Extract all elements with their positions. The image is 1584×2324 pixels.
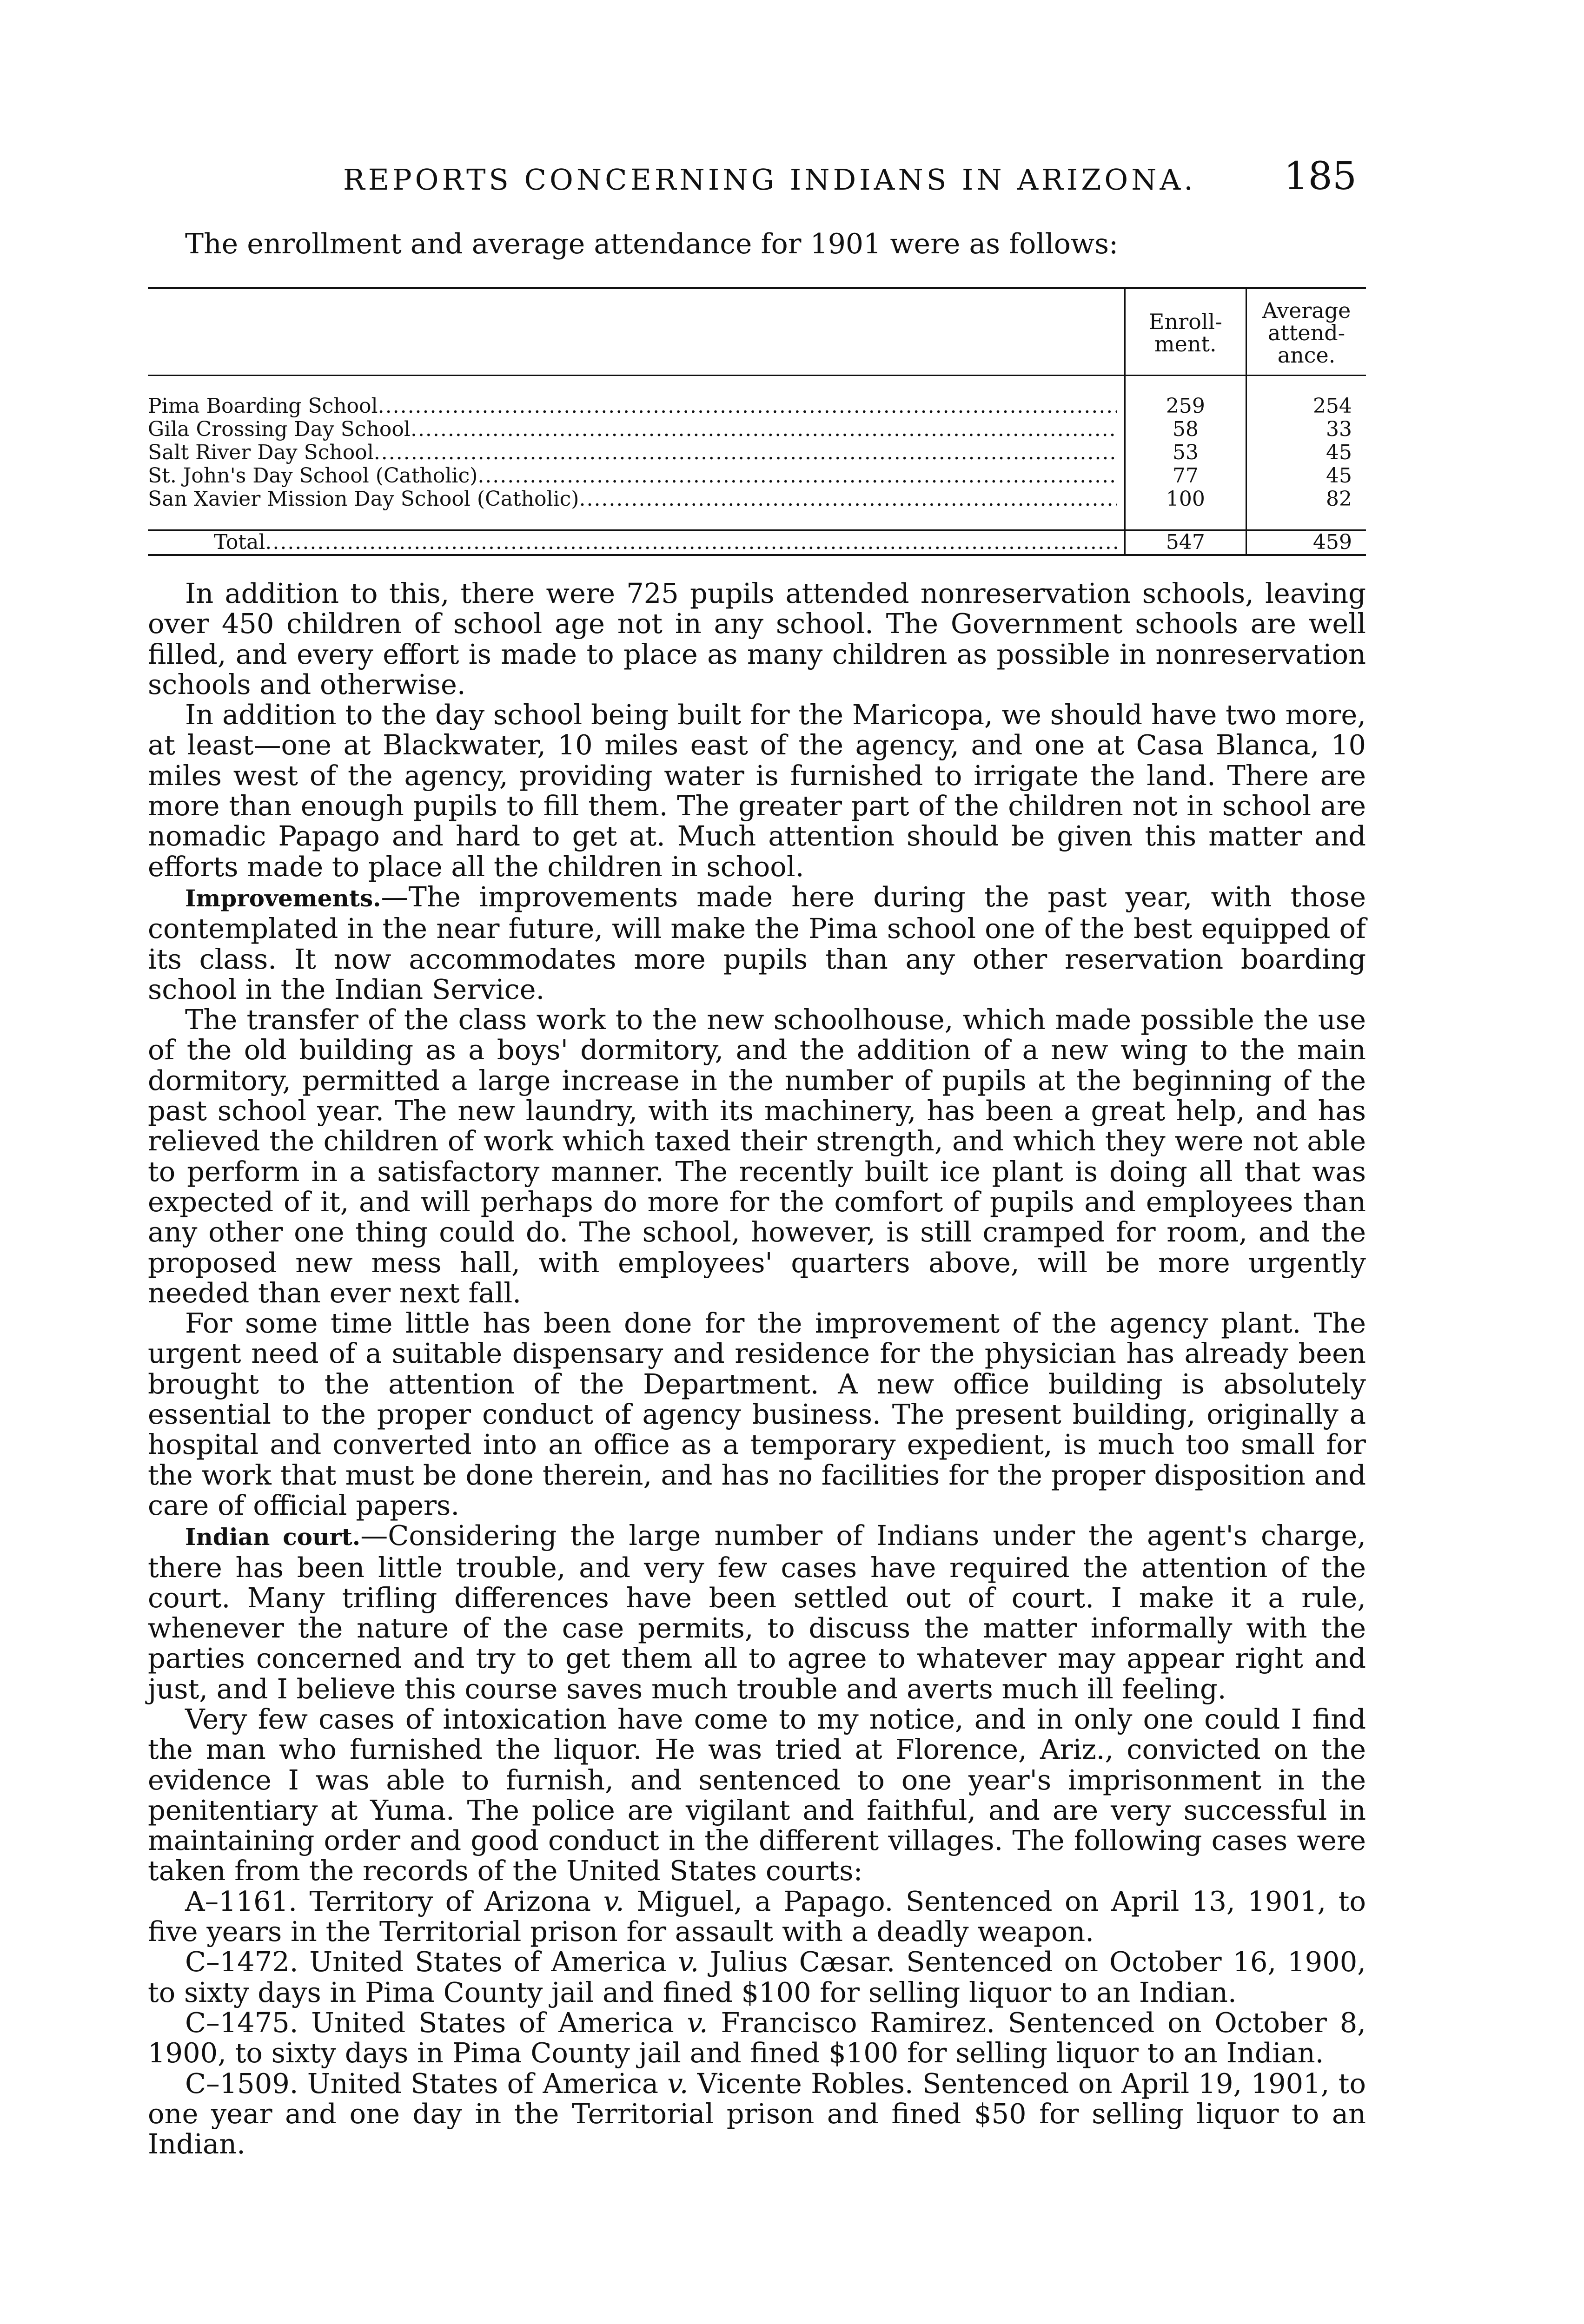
table-row [148, 395, 1366, 418]
table-intro: The enrollment and average attendance for 1901 were as follows: [185, 228, 1119, 260]
running-title: REPORTS CONCERNING INDIANS IN ARIZONA. [343, 163, 1196, 197]
paragraph: Very few cases of intoxication have come to my notice, and in only one could I find the man who furnished the liquor. He was tried at Florence, Ariz., convicted on the evidence I was able to furnish, and sentenced to one year's imprisonment in the penitentiary at Yuma. The police are vigilant and faithful, and are very successful in maintaining order and good conduct in the different villages. The following cases were taken from the records of the United States courts: [148, 1703, 1366, 1887]
table-row [148, 441, 1366, 464]
table-total-row [148, 530, 1366, 555]
enrollment-value: 77 [1125, 464, 1246, 488]
paragraph: In addition to the day school being built for the Maricopa, we should have two more, at least—one at Blackwater, 10 miles east of the agency, and one at Casa Blanca, 10 miles west of the agency, providing water is furnished to irrigate the land. There are more than enough pupils to fill them. The greater part of the children not in school are nomadic Papago and hard to get at. Much attention should be given this matter and efforts made to place all the children in school. [148, 699, 1366, 883]
court-case: C–1472. United States of America v. Julius Cæsar. Sentenced on October 16, 1900, to sixty days in Pima County jail and fined $100 for selling liquor to an Indian. [148, 1946, 1366, 2008]
school-name: Salt River Day School [148, 441, 374, 464]
court-case: C–1509. United States of America v. Vicente Robles. Sentenced on April 19, 1901, to one year and one day in the Territorial prison and fined $50 for selling liquor to an Indian. [148, 2067, 1366, 2160]
school-name: Gila Crossing Day School [148, 418, 411, 441]
attendance-value: 82 [1326, 487, 1352, 511]
court-case: A–1161. Territory of Arizona v. Miguel, a Papago. Sentenced on April 13, 1901, to five years in the Territorial prison for assault with a deadly weapon. [148, 1885, 1366, 1948]
paragraph: Indian court.—Considering the large number of Indians under the agent's charge, there has been little trouble, and very few cases have required the attention of the court. Many trifling differences have been settled out of court. I make it a rule, whenever the nature of the case permits, to discuss the matter informally with the parties concerned and try to get them all to agree to whatever may appear right and just, and I believe this course saves much trouble and averts much ill feeling. [148, 1519, 1366, 1705]
total-attendance: 459 [1246, 530, 1366, 555]
table-row [148, 418, 1366, 441]
enrollment-value: 58 [1125, 418, 1246, 441]
paragraph: The transfer of the class work to the new schoolhouse, which made possible the use of the old building as a boys' dormitory, and the addition of a new wing to the main dormitory, permitted a large increase in the number of pupils at the beginning of the past school year. The new laundry, with its machinery, has been a great help, and has relieved the children of work which taxed their strength, and which they were not able to perform in a satisfactory manner. The recently built ice plant is doing all that was expected of it, and will perhaps do more for the comfort of pupils and employees than any other one thing could do. The school, however, is still cramped for room, and the proposed new mess hall, with employees' quarters above, will be more urgently needed than ever next fall. [148, 1004, 1366, 1309]
school-name: Pima Boarding School [148, 395, 378, 418]
attendance-value: 45 [1326, 464, 1352, 488]
enrollment-value: 53 [1125, 441, 1246, 464]
total-enrollment: 547 [1125, 530, 1246, 555]
document-page [148, 149, 1366, 2159]
attendance-value: 45 [1326, 441, 1352, 464]
attendance-value: 33 [1326, 417, 1352, 441]
paragraph: In addition to this, there were 725 pupils attended nonreservation schools, leaving over 450 children of school age not in any school. The Government schools are well filled, and every effort is made to place as many children as possible in nonreservation schools and otherwise. [148, 577, 1366, 700]
table-header-school [148, 288, 1125, 376]
total-label: Total [214, 531, 265, 554]
attendance-value: 254 [1313, 394, 1352, 418]
table-header-enrollment: Enroll- ment. [1125, 288, 1246, 376]
paragraph: Improvements.—The improvements made here during the past year, with those contemplated in the near future, will make the Pima school one of the best equipped of its class. It now accommodates more pupils than any other reservation boarding school in the Indian Service. [148, 880, 1366, 1005]
enrollment-value: 259 [1125, 395, 1246, 418]
running-head [148, 149, 1366, 200]
enrollment-value: 100 [1125, 488, 1246, 511]
table-row [148, 464, 1366, 488]
enrollment-table [148, 287, 1366, 556]
table-header-attendance: Average attend- ance. [1246, 288, 1366, 376]
section-heading-improvements: Improvements. [185, 884, 381, 912]
school-name: St. John's Day School (Catholic) [148, 464, 478, 488]
table-row [148, 488, 1366, 511]
section-heading-indian-court: Indian court. [185, 1523, 361, 1551]
body-text [148, 578, 1366, 2159]
court-case: C–1475. United States of America v. Francisco Ramirez. Sentenced on October 8, 1900, to sixty days in Pima County jail and fined $100 for selling liquor to an Indian. [148, 2006, 1366, 2069]
page-number: 185 [1284, 154, 1357, 198]
paragraph: For some time little has been done for the improvement of the agency plant. The urgent need of a suitable dispensary and residence for the physician has already been brought to the attention of the Department. A new office building is absolutely essential to the proper conduct of agency business. The present building, originally a hospital and converted into an office as a temporary expedient, is much too small for the work that must be done therein, and has no facilities for the proper disposition and care of official papers. [148, 1307, 1366, 1521]
school-name: San Xavier Mission Day School (Catholic) [148, 488, 579, 511]
